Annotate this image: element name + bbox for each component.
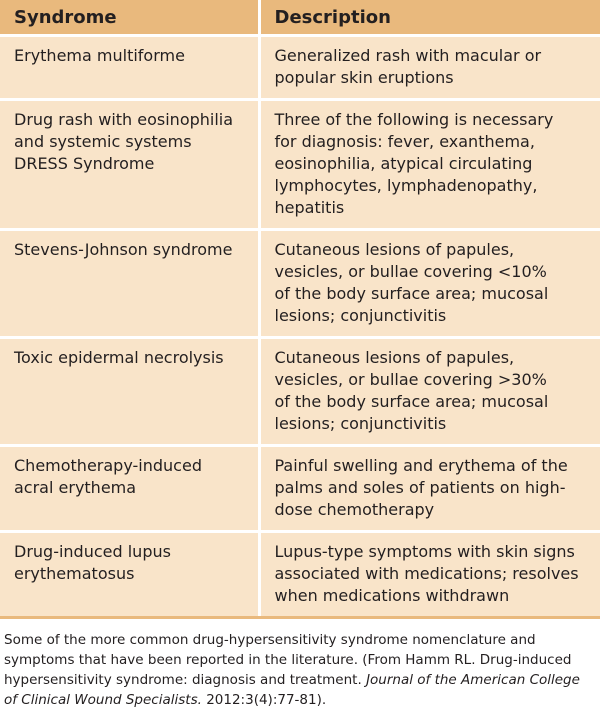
description-line: of the body surface area; mucosal <box>274 392 549 411</box>
description-line: associated with medications; resolves <box>274 564 579 583</box>
description-line: when medications withdrawn <box>274 586 510 605</box>
syndrome-line: DRESS Syndrome <box>14 154 155 173</box>
syndrome-line: erythematosus <box>14 564 135 583</box>
description-column-header: Description <box>259 0 600 36</box>
syndrome-cell <box>0 532 259 618</box>
description-line: Lupus-type symptoms with skin signs <box>274 542 575 561</box>
table-header-row <box>0 0 600 36</box>
table-caption <box>0 619 600 710</box>
description-cell <box>259 230 600 338</box>
syndrome-line: Erythema multiforme <box>14 46 185 65</box>
description-line: Cutaneous lesions of papules, <box>274 240 515 259</box>
syndrome-cell <box>0 36 259 100</box>
caption-text: Some of the more common drug-hypersensitivity syndrome nomenclature and symptoms that have been reported in the literature. (From Hamm RL. Drug-induced hypersensitivity syndrome: diagnosis and treatment. <box>4 632 572 688</box>
description-cell <box>259 36 600 100</box>
syndrome-line: Drug rash with eosinophilia <box>14 110 234 129</box>
description-line: vesicles, or bullae covering >30% <box>274 370 547 389</box>
description-line: of the body surface area; mucosal <box>274 284 549 303</box>
description-line: lymphocytes, lymphadenopathy, <box>274 176 538 195</box>
table-row <box>0 36 600 100</box>
table-row <box>0 446 600 532</box>
syndrome-cell <box>0 446 259 532</box>
syndrome-line: and systemic systems <box>14 132 192 151</box>
description-line: Three of the following is necessary <box>274 110 554 129</box>
description-line: palms and soles of patients on high- <box>274 478 566 497</box>
syndrome-line: Toxic epidermal necrolysis <box>14 348 224 367</box>
caption-journal: Journal of the American College of Clinical Wound Specialists. <box>4 672 580 708</box>
description-line: popular skin eruptions <box>274 68 454 87</box>
description-line: for diagnosis: fever, exanthema, <box>274 132 535 151</box>
table-row <box>0 230 600 338</box>
description-line: Generalized rash with macular or <box>274 46 542 65</box>
description-line: lesions; conjunctivitis <box>274 414 447 433</box>
table-row <box>0 532 600 618</box>
description-line: lesions; conjunctivitis <box>274 306 447 325</box>
description-line: eosinophilia, atypical circulating <box>274 154 533 173</box>
table-body <box>0 36 600 618</box>
description-line: Painful swelling and erythema of the <box>274 456 568 475</box>
caption-citation: 2012:3(4):77-81). <box>201 692 327 708</box>
syndrome-line: Chemotherapy-induced <box>14 456 202 475</box>
table-row <box>0 100 600 230</box>
description-line: Cutaneous lesions of papules, <box>274 348 515 367</box>
syndrome-column-header: Syndrome <box>0 0 259 36</box>
description-line: hepatitis <box>274 198 345 217</box>
description-line: dose chemotherapy <box>274 500 435 519</box>
syndrome-cell <box>0 100 259 230</box>
syndrome-cell <box>0 338 259 446</box>
description-cell <box>259 100 600 230</box>
syndrome-line: acral erythema <box>14 478 137 497</box>
description-cell <box>259 446 600 532</box>
syndrome-cell <box>0 230 259 338</box>
description-line: vesicles, or bullae covering <10% <box>274 262 547 281</box>
table-row <box>0 338 600 446</box>
syndrome-line: Stevens-Johnson syndrome <box>14 240 233 259</box>
description-cell <box>259 532 600 618</box>
syndrome-line: Drug-induced lupus <box>14 542 171 561</box>
description-cell <box>259 338 600 446</box>
